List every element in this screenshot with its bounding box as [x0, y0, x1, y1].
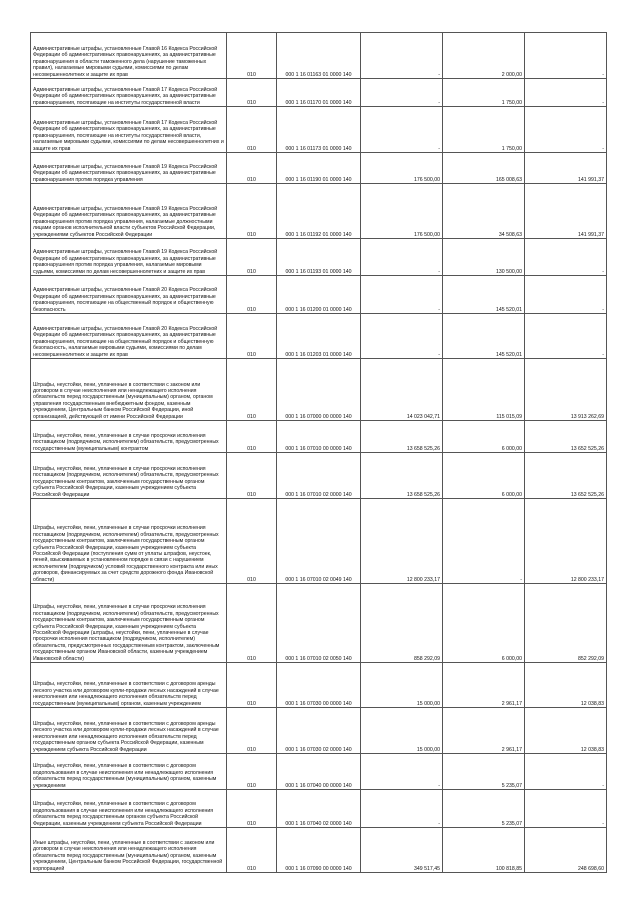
income-name-cell: Штрафы, неустойки, пени, уплаченные в соответствии с договором водопользования в случае неисполнения или ненадлежащего исполнения обязательств перед государственным органом субъекта Российской Федерации, казенным учреждением субъекта Российской Федерации	[31, 790, 227, 828]
table-row	[31, 828, 607, 873]
executed-amount-cell: 2 961,17	[443, 663, 525, 708]
income-name-cell: Административные штрафы, установленные Главой 19 Кодекса Российской Федерации об административных правонарушениях, за административные правонарушения против порядка управления, налагаемые мировыми судьями, комиссиями по делам несовершеннолетних и защите их прав	[31, 239, 227, 276]
unexecuted-amount-cell: -	[525, 33, 607, 79]
income-name-cell: Штрафы, неустойки, пени, уплаченные в соответствии с договором аренды лесного участка или договором купли-продажи лесных насаждений в случае неисполнения или ненадлежащего исполнения обязательств перед государственным органом субъекта Российской Федерации, казенным учреждением субъекта Российской Федерации	[31, 708, 227, 754]
income-name-cell: Штрафы, неустойки, пени, уплаченные в соответствии с договором аренды лесного участка или договором купли-продажи лесных насаждений в случае неисполнения или ненадлежащего исполнения обязательств перед государственным (муниципальным) органом, казенным учреждением	[31, 663, 227, 708]
unexecuted-amount-cell: 12 038,83	[525, 708, 607, 754]
line-code-cell: 010	[227, 499, 277, 584]
income-name-cell: Штрафы, неустойки, пени, уплаченные в соответствии с договором водопользования в случае неисполнения или ненадлежащего исполнения обязательств перед государственным (муниципальным) органом, казенным учреждением	[31, 754, 227, 790]
budget-code-cell: 000 1 16 01203 01 0000 140	[277, 314, 361, 359]
unexecuted-amount-cell: 248 698,60	[525, 828, 607, 873]
approved-amount-cell: -	[361, 314, 443, 359]
income-report-table	[30, 32, 607, 873]
budget-code-cell: 000 1 16 07090 00 0000 140	[277, 828, 361, 873]
line-code-cell: 010	[227, 663, 277, 708]
table-row	[31, 276, 607, 314]
income-name-cell: Штрафы, неустойки, пени, уплаченные в случае просрочки исполнения поставщиком (подрядчиком, исполнителем) обязательств, предусмотренных государственным контрактом, заключенным государственным органом субъекта Российской Федерации, казенным учреждением субъекта Российской Федерации (поступления сумм от уплаты штрафов, неустоек, пеней, взыскиваемых в установленном порядке в связи с нарушением исполнителем (подрядчиком) условий государственного контракта или иных договоров, финансируемых за счет средств дорожного фонда Ивановской области)	[31, 499, 227, 584]
line-code-cell: 010	[227, 584, 277, 663]
executed-amount-cell: 2 961,17	[443, 708, 525, 754]
approved-amount-cell: 12 800 233,17	[361, 499, 443, 584]
income-name-cell: Административные штрафы, установленные Главой 19 Кодекса Российской Федерации об административных правонарушениях, за административные правонарушения против порядка управления	[31, 153, 227, 184]
approved-amount-cell: -	[361, 790, 443, 828]
unexecuted-amount-cell: -	[525, 790, 607, 828]
line-code-cell: 010	[227, 754, 277, 790]
income-name-cell: Штрафы, неустойки, пени, уплаченные в случае просрочки исполнения поставщиком (подрядчиком, исполнителем) обязательств, предусмотренных государственным контрактом, заключенным государственным органом субъекта Российской Федерации, казенным учреждением субъекта Российской Федерации	[31, 453, 227, 499]
executed-amount-cell: 115 015,09	[443, 359, 525, 421]
unexecuted-amount-cell: 12 038,83	[525, 663, 607, 708]
executed-amount-cell: 130 500,00	[443, 239, 525, 276]
unexecuted-amount-cell: -	[525, 754, 607, 790]
table-row	[31, 314, 607, 359]
unexecuted-amount-cell: 852 292,09	[525, 584, 607, 663]
approved-amount-cell: 858 292,09	[361, 584, 443, 663]
unexecuted-amount-cell: -	[525, 314, 607, 359]
approved-amount-cell: 15 000,00	[361, 708, 443, 754]
line-code-cell: 010	[227, 107, 277, 153]
budget-code-cell: 000 1 16 07010 02 0049 140	[277, 499, 361, 584]
approved-amount-cell: 176 500,00	[361, 153, 443, 184]
line-code-cell: 010	[227, 184, 277, 239]
executed-amount-cell: 1 750,00	[443, 107, 525, 153]
budget-code-cell: 000 1 16 01193 01 0000 140	[277, 239, 361, 276]
unexecuted-amount-cell: 141 991,37	[525, 184, 607, 239]
line-code-cell: 010	[227, 239, 277, 276]
budget-code-cell: 000 1 16 01190 01 0000 140	[277, 153, 361, 184]
report-body	[31, 33, 607, 873]
executed-amount-cell: 5 235,07	[443, 754, 525, 790]
budget-code-cell: 000 1 16 01173 01 0000 140	[277, 107, 361, 153]
executed-amount-cell: 6 000,00	[443, 421, 525, 453]
unexecuted-amount-cell: 13 652 525,26	[525, 421, 607, 453]
unexecuted-amount-cell: 13 652 525,26	[525, 453, 607, 499]
table-row	[31, 184, 607, 239]
table-row	[31, 153, 607, 184]
table-row	[31, 708, 607, 754]
income-name-cell: Административные штрафы, установленные Главой 20 Кодекса Российской Федерации об административных правонарушениях, за административные правонарушения, посягающие на общественный порядок и общественную безопасность	[31, 276, 227, 314]
line-code-cell: 010	[227, 79, 277, 107]
budget-code-cell: 000 1 16 07040 02 0000 140	[277, 790, 361, 828]
executed-amount-cell: 34 508,63	[443, 184, 525, 239]
table-row	[31, 584, 607, 663]
executed-amount-cell: 100 818,85	[443, 828, 525, 873]
approved-amount-cell: 349 517,45	[361, 828, 443, 873]
table-row	[31, 453, 607, 499]
approved-amount-cell: 15 000,00	[361, 663, 443, 708]
budget-code-cell: 000 1 16 01200 01 0000 140	[277, 276, 361, 314]
income-name-cell: Иные штрафы, неустойки, пени, уплаченные в соответствии с законом или договором в случае неисполнения или ненадлежащего исполнения обязательств перед государственным (муниципальным) органом, казенным учреждением, Центральным банком Российской Федерации, государственной корпорацией	[31, 828, 227, 873]
line-code-cell: 010	[227, 276, 277, 314]
line-code-cell: 010	[227, 790, 277, 828]
executed-amount-cell: 145 520,01	[443, 314, 525, 359]
executed-amount-cell: 165 008,63	[443, 153, 525, 184]
approved-amount-cell: -	[361, 754, 443, 790]
executed-amount-cell: 5 235,07	[443, 790, 525, 828]
approved-amount-cell: -	[361, 276, 443, 314]
income-name-cell: Административные штрафы, установленные Главой 19 Кодекса Российской Федерации об административных правонарушениях, за административные правонарушения против порядка управления, налагаемые должностными лицами органов исполнительной власти субъектов Российской Федерации, учреждениями субъектов Российской Федерации	[31, 184, 227, 239]
budget-code-cell: 000 1 16 07010 02 0000 140	[277, 453, 361, 499]
line-code-cell: 010	[227, 153, 277, 184]
budget-code-cell: 000 1 16 07040 00 0000 140	[277, 754, 361, 790]
income-name-cell: Штрафы, неустойки, пени, уплаченные в случае просрочки исполнения поставщиком (подрядчиком, исполнителем) обязательств, предусмотренных государственным (муниципальным) контрактом	[31, 421, 227, 453]
line-code-cell: 010	[227, 314, 277, 359]
unexecuted-amount-cell: 141 991,37	[525, 153, 607, 184]
approved-amount-cell: 176 500,00	[361, 184, 443, 239]
line-code-cell: 010	[227, 708, 277, 754]
executed-amount-cell: 6 000,00	[443, 584, 525, 663]
approved-amount-cell: 14 023 042,71	[361, 359, 443, 421]
unexecuted-amount-cell: 12 800 233,17	[525, 499, 607, 584]
income-name-cell: Штрафы, неустойки, пени, уплаченные в случае просрочки исполнения поставщиком (подрядчиком, исполнителем) обязательств, предусмотренных государственным контрактом, заключенным государственным органом субъекта Российской Федерации, казенным учреждением субъекта Российской Федерации (штрафы, неустойки, пени, уплаченные в случае просрочки исполнения поставщиком (подрядчиком, исполнителем) обязательств, предусмотренных государственным контрактом, заключенным государственным органом Ивановской области, казенным учреждением Ивановской области)	[31, 584, 227, 663]
table-row	[31, 421, 607, 453]
approved-amount-cell: -	[361, 79, 443, 107]
line-code-cell: 010	[227, 33, 277, 79]
budget-code-cell: 000 1 16 07000 00 0000 140	[277, 359, 361, 421]
budget-code-cell: 000 1 16 07010 02 0050 140	[277, 584, 361, 663]
approved-amount-cell: 13 658 525,26	[361, 453, 443, 499]
approved-amount-cell: -	[361, 107, 443, 153]
table-row	[31, 663, 607, 708]
table-row	[31, 754, 607, 790]
table-row	[31, 359, 607, 421]
executed-amount-cell: 145 520,01	[443, 276, 525, 314]
executed-amount-cell: 2 000,00	[443, 33, 525, 79]
budget-code-cell: 000 1 16 01163 01 0000 140	[277, 33, 361, 79]
line-code-cell: 010	[227, 453, 277, 499]
approved-amount-cell: -	[361, 33, 443, 79]
table-row	[31, 499, 607, 584]
executed-amount-cell: -	[443, 499, 525, 584]
table-row	[31, 239, 607, 276]
income-name-cell: Административные штрафы, установленные Главой 20 Кодекса Российской Федерации об административных правонарушениях, за административные правонарушения, посягающие на общественный порядок и общественную безопасность, налагаемые мировыми судьями, комиссиями по делам несовершеннолетних и защите их прав	[31, 314, 227, 359]
budget-code-cell: 000 1 16 07030 02 0000 140	[277, 708, 361, 754]
executed-amount-cell: 6 000,00	[443, 453, 525, 499]
income-name-cell: Административные штрафы, установленные Главой 17 Кодекса Российской Федерации об административных правонарушениях, за административные правонарушения, посягающие на институты государственной власти, налагаемые мировыми судьями, комиссиями по делам несовершеннолетних и защите их прав	[31, 107, 227, 153]
table-row	[31, 107, 607, 153]
unexecuted-amount-cell: 13 913 262,69	[525, 359, 607, 421]
budget-code-cell: 000 1 16 07010 00 0000 140	[277, 421, 361, 453]
line-code-cell: 010	[227, 828, 277, 873]
income-name-cell: Административные штрафы, установленные Главой 17 Кодекса Российской Федерации об административных правонарушениях, за административные правонарушения, посягающие на институты государственной власти	[31, 79, 227, 107]
income-name-cell: Административные штрафы, установленные Главой 16 Кодекса Российской Федерации об административных правонарушениях, за административные правонарушения в области таможенного дела (нарушение таможенных правил), налагаемые мировыми судьями, комиссиями по делам несовершеннолетних и защите их прав	[31, 33, 227, 79]
income-name-cell: Штрафы, неустойки, пени, уплаченные в соответствии с законом или договором в случае неисполнения или ненадлежащего исполнения обязательств перед государственным (муниципальным) органом, органом управления государственным внебюджетным фондом, казенным учреждением, Центральным банком Российской Федерации, иной организацией, действующей от имени Российской Федерации	[31, 359, 227, 421]
unexecuted-amount-cell: -	[525, 239, 607, 276]
budget-code-cell: 000 1 16 01192 01 0000 140	[277, 184, 361, 239]
budget-code-cell: 000 1 16 01170 01 0000 140	[277, 79, 361, 107]
unexecuted-amount-cell: -	[525, 276, 607, 314]
approved-amount-cell: 13 658 525,26	[361, 421, 443, 453]
line-code-cell: 010	[227, 359, 277, 421]
approved-amount-cell: -	[361, 239, 443, 276]
table-row	[31, 79, 607, 107]
budget-code-cell: 000 1 16 07030 00 0000 140	[277, 663, 361, 708]
table-row	[31, 790, 607, 828]
line-code-cell: 010	[227, 421, 277, 453]
executed-amount-cell: 1 750,00	[443, 79, 525, 107]
unexecuted-amount-cell: -	[525, 107, 607, 153]
table-row	[31, 33, 607, 79]
unexecuted-amount-cell: -	[525, 79, 607, 107]
